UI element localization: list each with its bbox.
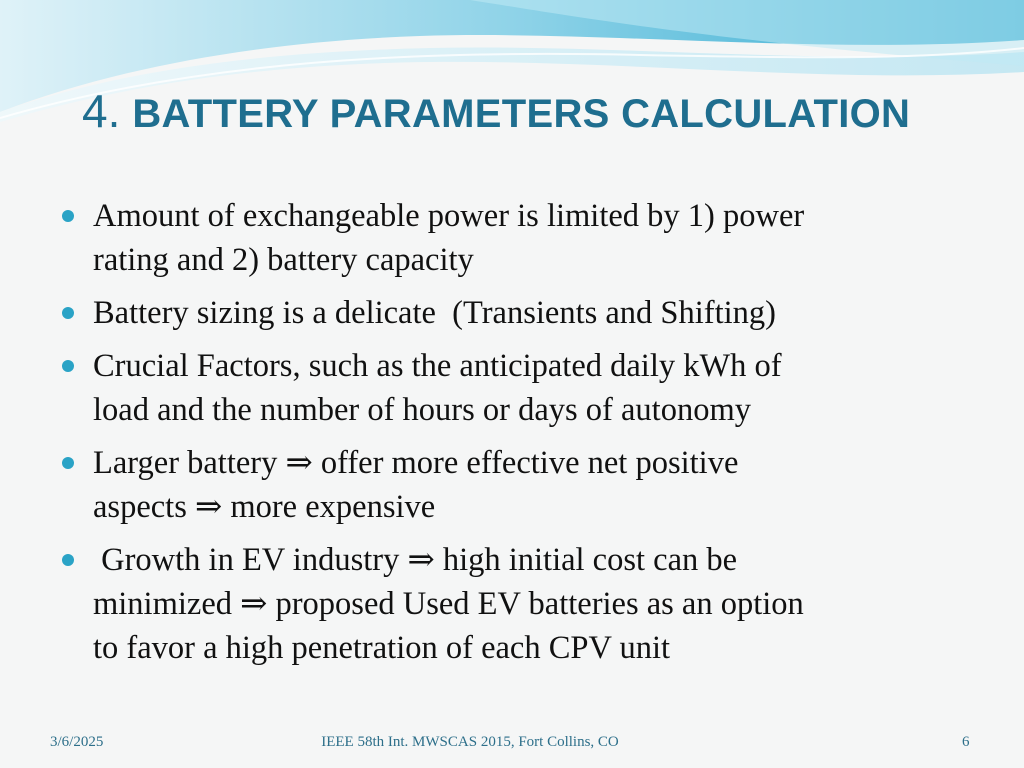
bullet-list (62, 194, 982, 679)
bullet-dot-icon (62, 457, 74, 469)
bullet-item (62, 291, 982, 335)
bullet-dot-icon (62, 210, 74, 222)
bullet-dot-icon (62, 554, 74, 566)
bullet-line: Larger battery ⇒ offer more effective net positive (93, 445, 739, 481)
bullet-line: aspects ⇒ more expensive (93, 489, 436, 525)
bullet-line: Growth in EV industry ⇒ high initial cost can be (93, 542, 738, 578)
slide-title-number: 4. (82, 85, 121, 137)
bullet-line: load and the number of hours or days of autonomy (93, 392, 751, 428)
bullet-dot-icon (62, 307, 74, 319)
bullet-dot-icon (62, 360, 74, 372)
bullet-line: to favor a high penetration of each CPV unit (93, 630, 671, 666)
bullet-item (62, 344, 982, 432)
footer-page-number: 6 (962, 734, 970, 750)
bullet-line: minimized ⇒ proposed Used EV batteries as an option (93, 586, 804, 622)
footer-date: 3/6/2025 (50, 734, 104, 750)
footer-conference: IEEE 58th Int. MWSCAS 2015, Fort Collins, CO (321, 734, 619, 750)
bullet-line: Battery sizing is a delicate (Transients and Shifting) (93, 295, 776, 331)
bullet-line: rating and 2) battery capacity (93, 242, 474, 278)
bullet-line: Crucial Factors, such as the anticipated daily kWh of (93, 348, 782, 384)
bullet-item (62, 538, 982, 670)
bullet-item (62, 194, 982, 282)
slide-title-text: BATTERY PARAMETERS CALCULATION (132, 92, 911, 136)
bullet-item (62, 441, 982, 529)
slide-title (82, 84, 910, 138)
bullet-line: Amount of exchangeable power is limited by 1) power (93, 198, 805, 234)
